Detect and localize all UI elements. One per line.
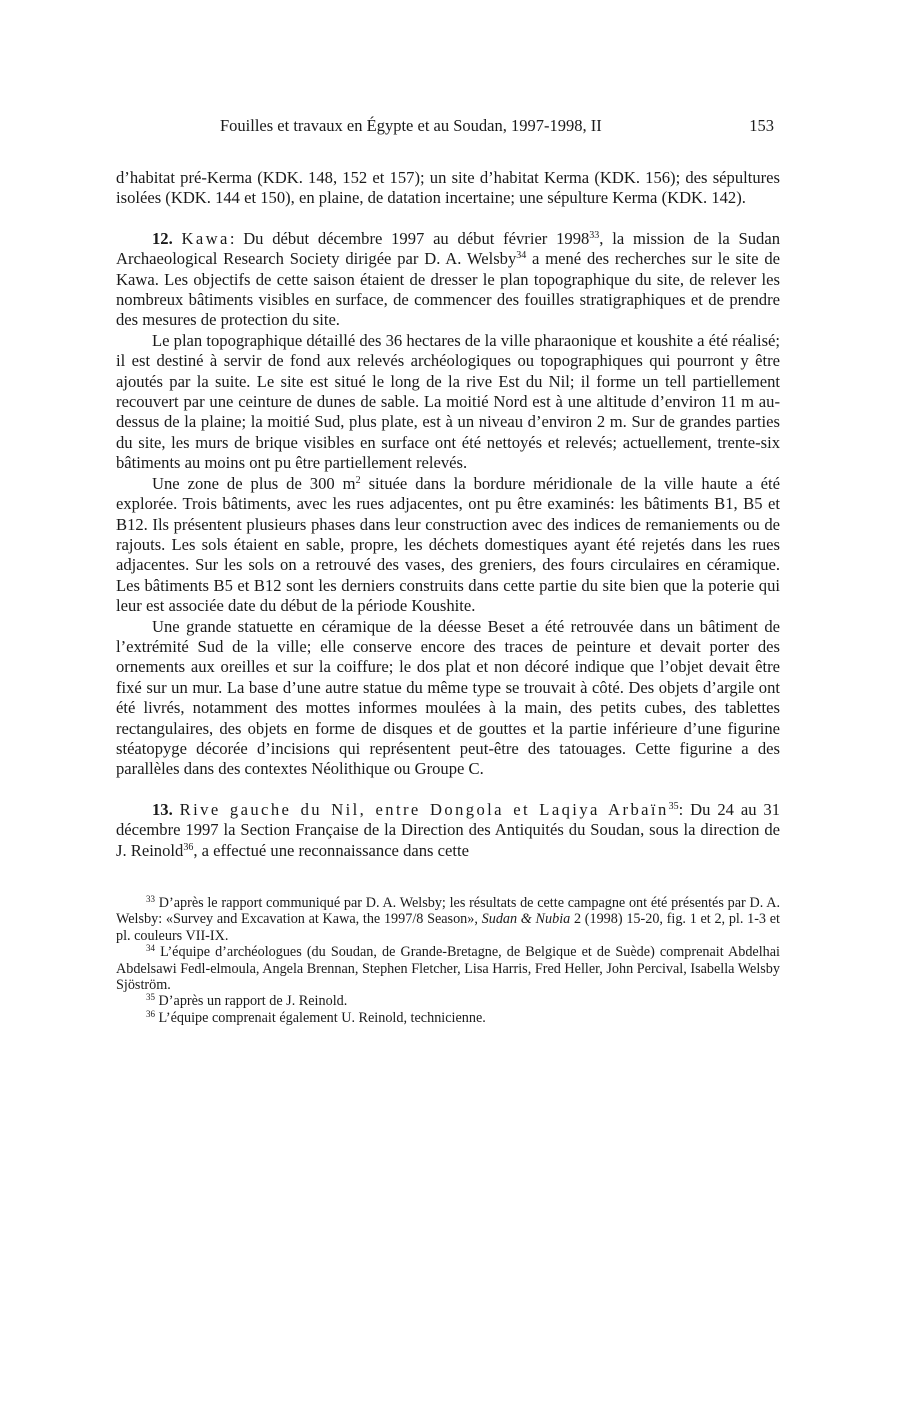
- site-name: Rive gauche du Nil, entre Dongola et Laqiya Arbaïn: [179, 799, 669, 819]
- text-run: D’après un rapport de J. Reinold.: [155, 993, 348, 1010]
- section-13: [116, 800, 780, 861]
- footnote-ref-33[interactable]: 33: [589, 229, 600, 241]
- page-number: 153: [749, 116, 774, 135]
- text-run: , la mission de la Sudan Archaeological Research Society dirigée par D. A. Welsby: [116, 228, 780, 269]
- text-run: L’équipe comprenait également U. Reinold, technicienne.: [155, 1009, 486, 1026]
- main-text: [116, 168, 780, 861]
- text-run: , a effectué une reconnaissance dans cette: [193, 840, 469, 860]
- text-run: 2 (1998) 15-20, fig. 1 et 2, pl. 1-3 et pl. couleurs VII-IX.: [116, 911, 780, 944]
- paragraph-continuation: d’habitat pré-Kerma (KDK. 148, 152 et 157); un site d’habitat Kerma (KDK. 156); des sépultures isolées (KDK. 144 et 150), en plaine, de datation incertaine; une sépulture Kerma (KDK. 142).: [116, 168, 780, 208]
- footnote-34: [116, 944, 780, 993]
- paragraph-excavation-zone: [116, 474, 780, 617]
- footnote-number: 34: [146, 943, 155, 954]
- footnote-36: [116, 1010, 780, 1026]
- footnote-ref-35[interactable]: 35: [668, 800, 679, 812]
- paragraph-topographic-plan: Le plan topographique détaillé des 36 hectares de la ville pharaonique et koushite a été réalisé; il est destiné à servir de fond aux relevés archéologiques ou topographiques qui pourront y être ajoutés par la suite. Le site est situé le long de la rive Est du Nil; il forme un tell partiellement recouvert par une ceinture de dunes de sable. La moitié Nord est à une altitude d’environ 11 m au-dessus de la plaine; la moitié Sud, plus plate, est à un niveau d’environ 2 m. Sur de grandes parties du site, les murs de brique visibles en surface ont été nettoyés et relevés; actuellement, trente-six bâtiments au moins ont pu être partiellement relevés.: [116, 330, 781, 473]
- journal-title: Sudan & Nubia: [481, 911, 571, 928]
- running-header: [116, 116, 780, 140]
- text-run: D’après le rapport communiqué par D. A. Welsby; les résultats de cette campagne ont été présentés par D. A. Welsby: «Survey and Excavation at Kawa, the 1997/8 Season»,: [116, 895, 780, 928]
- text-run: a mené des recherches sur le site de Kawa. Les objectifs de cette saison étaient de dresser le plan topographique du site, de relever les nombreux bâtiments visibles en surface, de commencer des fouilles stratigraphiques et de prendre des mesures de protection du site.: [116, 249, 781, 330]
- page: [116, 116, 780, 1026]
- footnotes: [116, 895, 780, 1026]
- footnote-ref-36[interactable]: 36: [183, 841, 194, 853]
- paragraph-statuette: Une grande statuette en céramique de la déesse Beset a été retrouvée dans un bâtiment de l’extrémité Sud de la ville; elle conserve encore des traces de peinture et devait porter des ornements aux oreilles et sur la coiffure; le dos plat et non décoré indique que l’objet devait être fixé sur un mur. La base d’une autre statue du même type se trouvait à côté. Des objets d’argile ont été livrés, notamment des mottes informes moulées à la main, des petits cubes, des tablettes rectangulaires, des objets en forme de disques et de gouttes et la partie inférieure d’une figurine stéatopyge décorée d’incisions qui représentent peut-être des tatouages. Cette figurine a des parallèles dans des contextes Néolithique ou Groupe C.: [116, 616, 780, 779]
- footnote-33: [116, 895, 780, 944]
- footnote-35: [116, 993, 780, 1009]
- footnote-number: 35: [146, 992, 155, 1003]
- section-number: 13.: [152, 799, 173, 819]
- site-name: Kawa: [181, 228, 230, 248]
- footnote-ref-34[interactable]: 34: [516, 250, 527, 262]
- text-run: située dans la bordure méridionale de la ville haute a été explorée. Trois bâtiments, avec les rues adjacentes, ont pu être examinés: les bâtiments B1, B5 et B12. Ils présentent plusieurs phases dans leur construction avec des indices de remaniements ou de rajouts. Les sols étaient en sable, propre, les déchets domestiques ayant été rejetés dans les rues adjacentes. Sur les sols on a retrouvé des vases, des greniers, des fours circulaires en céramique. Les bâtiments B5 et B12 sont les derniers construits dans cette partie du site bien que la poterie qui leur est associée date du début de la période Koushite.: [116, 473, 780, 616]
- section-12: [116, 229, 780, 331]
- text-run: : Du 24 au 31 décembre 1997 la Section Française de la Direction des Antiquités du Soudan, sous la direction de J. Reinold: [116, 799, 780, 860]
- running-title: Fouilles et travaux en Égypte et au Soudan, 1997-1998, II: [220, 116, 602, 135]
- superscript-2: 2: [355, 474, 361, 486]
- text-run: L’équipe d’archéologues (du Soudan, de Grande-Bretagne, de Belgique et de Suède) comprenait Abdelhai Abdelsawi Fedl-elmoula, Angela Brennan, Stephen Fletcher, Lisa Harris, Fred Heller, John Percival, Isabella Welsby Sjöström.: [116, 944, 780, 994]
- text-run: : Du début décembre 1997 au début février 1998: [229, 228, 590, 248]
- footnote-number: 36: [146, 1008, 155, 1019]
- footnote-number: 33: [146, 894, 155, 904]
- text-run: Une zone de plus de 300 m: [152, 473, 356, 493]
- section-number: 12.: [152, 228, 173, 248]
